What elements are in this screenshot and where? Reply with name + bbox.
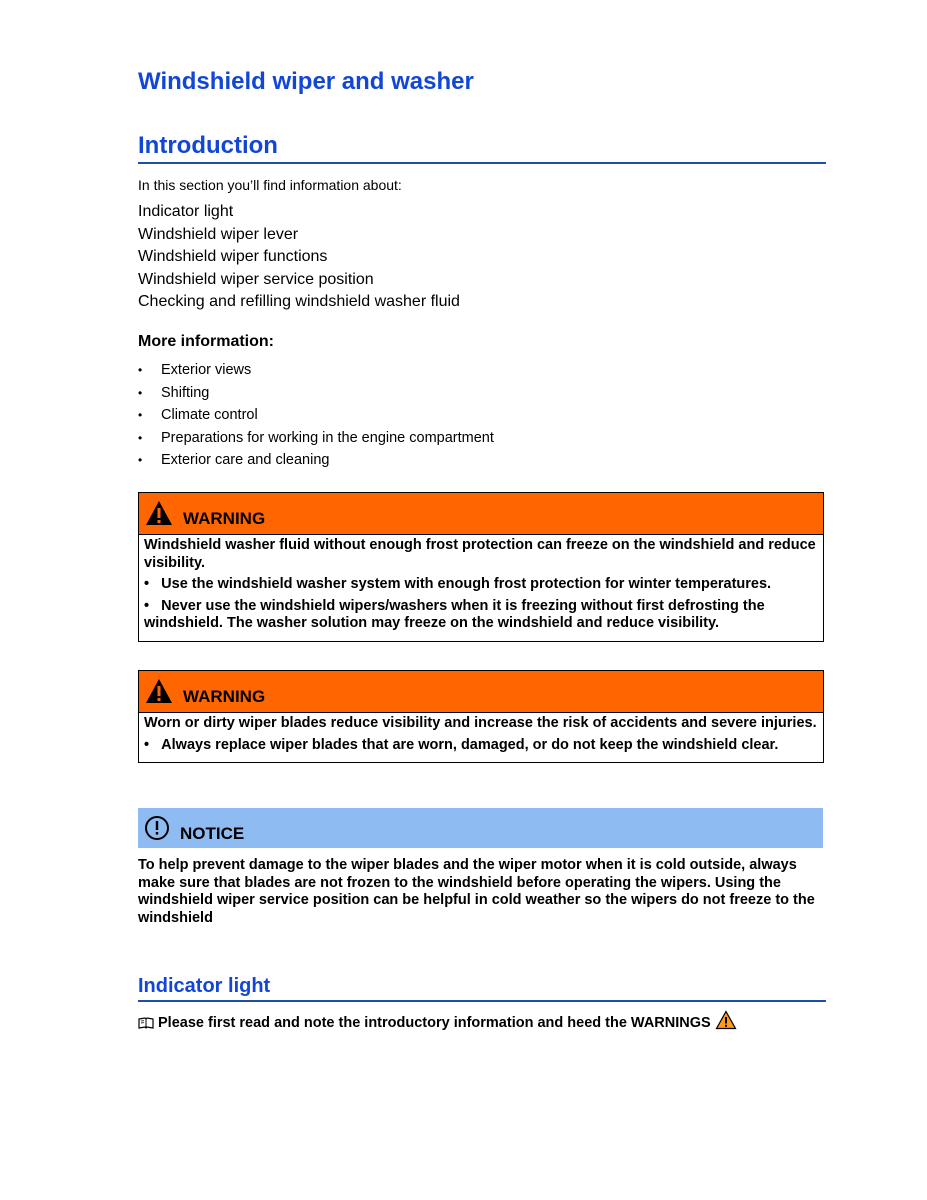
introduction-heading: Introduction <box>138 132 278 159</box>
warning-label: WARNING <box>183 509 266 528</box>
warning-bullet: • Never use the windshield wipers/washers when it is freezing without first defrosting the windshield. The washer solution may freeze on the windshield and reduce visibility. <box>144 597 765 631</box>
warning-text: Windshield washer fluid without enough frost protection can freeze on the windshield and reduce visibility. <box>144 537 816 571</box>
warning-bullet: • Always replace wiper blades that are worn, damaged, or do not keep the windshield clear. <box>144 736 779 753</box>
read-first-text: Please first read and note the introductory information and heed the WARNINGS <box>158 1015 711 1031</box>
notice-header <box>138 808 823 848</box>
warning-header <box>139 493 823 535</box>
more-info-link[interactable]: • Exterior care and cleaning <box>138 449 494 472</box>
topic-link-indicator-light[interactable]: Indicator light <box>138 203 234 220</box>
warning-triangle-icon <box>144 677 174 705</box>
more-info-link[interactable]: • Exterior views <box>138 359 494 382</box>
topic-link-service-position[interactable]: Windshield wiper service position <box>138 270 374 288</box>
page-title: Windshield wiper and washer <box>138 68 474 95</box>
notice-label: NOTICE <box>180 824 245 843</box>
exclamation-circle-icon <box>144 815 170 841</box>
topic-list <box>138 201 460 314</box>
book-icon <box>138 1017 154 1029</box>
read-first-note <box>138 1015 737 1031</box>
intro-lead: In this section you’ll find information about: <box>138 177 402 193</box>
heading-rule <box>138 1000 826 1002</box>
topic-link-wiper-functions[interactable]: Windshield wiper functions <box>138 248 328 266</box>
warning-body <box>139 713 823 762</box>
warning-bullet: • Use the windshield washer system with enough frost protection for winter temperatures. <box>144 576 772 592</box>
warning-box-blades <box>138 670 824 763</box>
heading-rule <box>138 162 826 164</box>
more-info-link[interactable]: • Shifting <box>138 382 494 405</box>
more-info-link[interactable]: • Preparations for working in the engine compartment <box>138 427 494 450</box>
warning-header <box>139 671 823 713</box>
more-info-list <box>138 359 494 472</box>
warning-label: WARNING <box>183 687 266 706</box>
topic-link-washer-fluid[interactable]: Checking and refilling windshield washer fluid <box>138 293 460 311</box>
more-info-link[interactable]: • Climate control <box>138 404 494 427</box>
warning-body <box>139 535 823 641</box>
notice-text: To help prevent damage to the wiper blades and the wiper motor when it is cold outside, always make sure that blades are not frozen to the windshield before operating the wipers. Using the windshield wiper service position can be helpful in cold weather so the wipers do not freeze to the windshield <box>138 857 815 926</box>
warning-text: Worn or dirty wiper blades reduce visibility and increase the risk of accidents and severe injuries. <box>144 715 817 731</box>
indicator-light-heading: Indicator light <box>138 975 271 997</box>
topic-link-wiper-lever[interactable]: Windshield wiper lever <box>138 225 299 243</box>
warning-box-frost <box>138 492 824 642</box>
warning-triangle-icon[interactable] <box>715 1010 737 1030</box>
warning-triangle-icon <box>144 499 174 527</box>
more-info-heading: More information: <box>138 333 274 350</box>
